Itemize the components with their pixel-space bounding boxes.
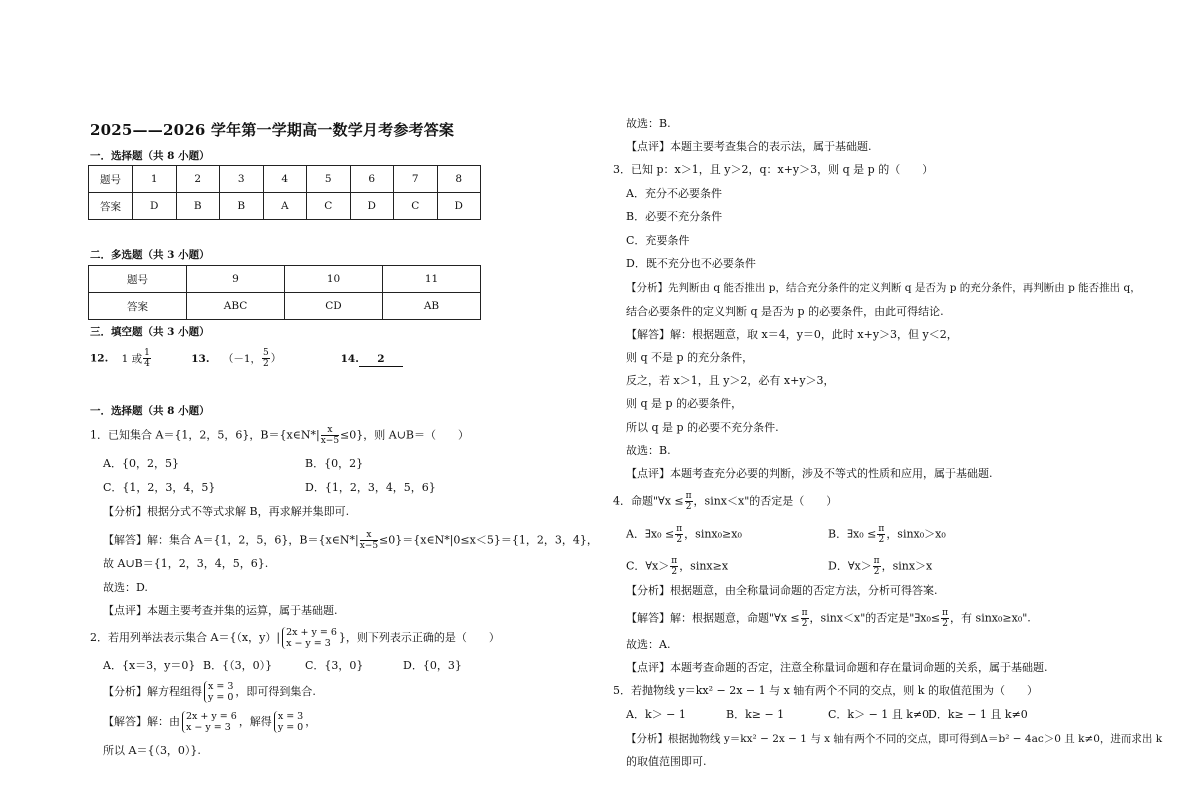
pi-over-2 — [675, 524, 683, 545]
pi-over-2 — [685, 491, 693, 512]
q14-answer: 2 — [359, 352, 403, 367]
denominator: 2 — [942, 619, 948, 629]
table-cell: 7 — [394, 166, 438, 193]
choice-answer-table — [88, 165, 481, 220]
q2-option-a: A．{x＝3，y＝0} — [103, 659, 196, 672]
q1-option-b: B．{0，2} — [305, 457, 364, 470]
q1-comment: 【点评】本题主要考查并集的运算，属于基础题. — [103, 604, 338, 617]
denominator: x−5 — [359, 541, 379, 551]
page-title: 2025——2026 学年第一学期高一数学月考参考答案 — [90, 121, 455, 139]
q3-solution: 【解答】解：根据题意，取 x＝4，y＝0，此时 x+y＞3，但 y＜2， — [626, 328, 958, 341]
equation: y = 0 — [208, 692, 234, 703]
section-heading-fill: 三．填空题（共 3 小题） — [90, 326, 210, 338]
q2-analysis-text-end: ，即可得到集合. — [235, 685, 316, 698]
equation: y = 0 — [277, 722, 304, 733]
q1-solution-fraction — [360, 530, 378, 551]
table-cell: AB — [383, 293, 481, 320]
equation: x = 3 — [208, 681, 234, 692]
q3-analysis-line2: 结合必要条件的定义判断 q 是否为 p 的必要条件，由此可得结论. — [626, 305, 944, 318]
numerator: x — [360, 530, 378, 541]
q4-stem-text: 4．命题"∀x ≤ — [613, 494, 684, 508]
option-text-end: ，sinx≥x — [679, 559, 729, 573]
q5-option-d: D．k≥ − 1 且 k≠0 — [928, 708, 1028, 721]
q12-answer-prefix: 1 或 — [121, 352, 143, 365]
q12-denominator: 4 — [144, 359, 150, 369]
q4-analysis: 【分析】根据题意，由全称量词命题的否定方法，分析可得答案. — [626, 584, 938, 597]
q3-solution-line3: 反之，若 x＞1，且 y＞2，必有 x+y＞3， — [626, 374, 835, 387]
q2-analysis-system — [204, 681, 233, 703]
pi-over-2 — [873, 556, 881, 577]
q13-numerator: 5 — [263, 348, 269, 358]
table-cell: B — [176, 193, 220, 220]
numerator: π — [873, 556, 880, 566]
denominator: 2 — [801, 619, 808, 629]
equation: 2x + y = 6 — [186, 711, 237, 722]
q1-stem-text: 1．已知集合 A＝{1，2，5，6}，B＝{x∈N*| — [90, 428, 320, 442]
q2-comment: 【点评】本题主要考查集合的表示法，属于基础题. — [626, 140, 872, 153]
denominator: 2 — [873, 567, 880, 577]
q2-solution — [103, 711, 316, 733]
pi-over-2 — [877, 524, 885, 545]
q1-solution — [103, 530, 598, 551]
table-cell: ABC — [187, 293, 285, 320]
section-heading-choice: 一．选择题（共 8 小题） — [90, 150, 210, 162]
table-cell: 9 — [187, 266, 285, 293]
q5-option-b: B．k≥ − 1 — [726, 708, 785, 721]
q3-option-d: D．既不充分也不必要条件 — [626, 257, 756, 270]
option-text-end: ，sinx₀＞x₀ — [886, 527, 946, 541]
q5-analysis-line2: 的取值范围即可. — [626, 755, 707, 768]
numerator: x — [321, 425, 339, 436]
table-cell: 题号 — [89, 166, 133, 193]
equation: x − y = 3 — [286, 638, 331, 649]
q2-conclusion: 所以 A＝{（3，0）}. — [103, 744, 201, 757]
equation: x = 3 — [277, 711, 304, 722]
q4-option-d — [828, 556, 932, 577]
table-cell: 题号 — [89, 266, 187, 293]
q1-stem-fraction — [321, 425, 339, 446]
q2-solution-result — [274, 711, 303, 733]
q2-option-b: B．{（3，0）} — [203, 659, 273, 672]
table-cell: CD — [285, 293, 383, 320]
q2-analysis — [103, 681, 316, 703]
q13-answer-suffix: ） — [270, 352, 282, 365]
q1-choice: 故选：D. — [103, 581, 148, 594]
equation: x − y = 3 — [186, 722, 231, 733]
numerator: π — [671, 556, 678, 566]
pi-over-2 — [801, 608, 809, 629]
denominator: 2 — [676, 535, 683, 545]
q1-solution-text-end: ≤0}＝{x∈N*|0≤x＜5}＝{1，2，3，4}， — [379, 533, 598, 547]
table-cell: 1 — [133, 166, 177, 193]
table-cell: B — [220, 193, 264, 220]
table-cell: 10 — [285, 266, 383, 293]
q1-option-d: D．{1，2，3，4，5，6} — [305, 481, 436, 494]
q3-solution-line5: 所以 q 是 p 的必要不充分条件. — [626, 421, 779, 434]
q5-option-a: A．k＞ − 1 — [626, 708, 686, 721]
multi-answer-table — [88, 265, 481, 320]
q3-comment: 【点评】本题考查充分必要的判断，涉及不等式的性质和应用，属于基础题. — [626, 467, 993, 480]
q3-option-c: C．充要条件 — [626, 234, 690, 247]
q4-option-a — [626, 524, 742, 545]
detail-section-heading: 一．选择题（共 8 小题） — [90, 405, 210, 417]
table-cell: 答案 — [89, 193, 133, 220]
q4-option-b — [828, 524, 946, 545]
q1-solution-line2: 故 A∪B＝{1，2，3，4，5，6}. — [103, 557, 269, 570]
q3-analysis: 【分析】先判断由 q 能否推出 p，结合充分条件的定义判断 q 是否为 p 的充分条件，再判断由 p 能否推出 q， — [626, 282, 1141, 294]
q1-option-a: A．{0，2，5} — [103, 457, 179, 470]
q13-answer-prefix: （－1， — [222, 352, 262, 365]
q2-solution-text-end: ， — [305, 715, 317, 728]
q2-equation-system — [282, 627, 337, 649]
pi-over-2 — [941, 608, 949, 629]
option-text-end: ，sinx₀≥x₀ — [684, 527, 742, 541]
q3-choice: 故选：B. — [626, 444, 671, 457]
table-cell: 11 — [383, 266, 481, 293]
q3-stem: 3．已知 p：x＞1，且 y＞2，q：x+y＞3，则 q 是 p 的（ ） — [613, 163, 934, 176]
q2-choice: 故选：B. — [626, 117, 671, 130]
table-cell: C — [394, 193, 438, 220]
q3-solution-line4: 则 q 是 p 的必要条件， — [626, 397, 743, 410]
q1-stem-text-end: ≤0}，则 A∪B＝（ ） — [340, 428, 470, 442]
q2-stem-text: 2．若用列举法表示集合 A＝{（x，y）| — [90, 631, 281, 644]
q14-number: 14. — [340, 352, 359, 365]
table-cell: D — [437, 193, 481, 220]
numerator: π — [878, 524, 885, 534]
table-cell: 答案 — [89, 293, 187, 320]
q12-numerator: 1 — [144, 348, 150, 358]
q4-solution-text-end: ，有 sinx₀≥x₀". — [950, 611, 1031, 625]
option-text: D．∀x＞ — [828, 559, 872, 573]
numerator: π — [685, 491, 692, 501]
table-cell: 2 — [176, 166, 220, 193]
q5-option-c: C．k＞ − 1 且 k≠0 — [828, 708, 930, 721]
q4-stem — [613, 491, 837, 512]
q2-solution-system — [182, 711, 237, 733]
q12-fraction — [143, 348, 151, 369]
q4-choice: 故选：A. — [626, 638, 671, 651]
q4-solution — [626, 608, 1031, 629]
table-cell: 4 — [263, 166, 307, 193]
table-cell: A — [263, 193, 307, 220]
fill-answers — [90, 348, 403, 369]
equation: 2x + y = 6 — [286, 627, 337, 638]
q13-number: 13. — [191, 352, 210, 365]
q2-option-c: C．{3，0} — [305, 659, 364, 672]
numerator: π — [801, 608, 808, 618]
q12-number: 12. — [90, 352, 109, 365]
numerator: π — [676, 524, 683, 534]
q1-analysis: 【分析】根据分式不等式求解 B，再求解并集即可. — [103, 505, 350, 518]
table-cell: D — [350, 193, 394, 220]
q3-solution-line2: 则 q 不是 p 的充分条件， — [626, 351, 754, 364]
q1-stem — [90, 425, 469, 446]
denominator: x−5 — [320, 436, 340, 446]
table-cell: 8 — [437, 166, 481, 193]
q3-option-b: B．必要不充分条件 — [626, 210, 723, 223]
denominator: 2 — [685, 502, 692, 512]
q13-fraction — [262, 348, 270, 369]
table-cell: D — [133, 193, 177, 220]
q2-stem — [90, 627, 500, 649]
table-cell: 3 — [220, 166, 264, 193]
pi-over-2 — [670, 556, 678, 577]
q4-solution-text: 【解答】解：根据题意，命题"∀x ≤ — [626, 611, 800, 625]
option-text-end: ，sinx＞x — [881, 559, 933, 573]
denominator: 2 — [878, 535, 885, 545]
q2-solution-text-mid: ，解得 — [238, 715, 272, 728]
q4-comment: 【点评】本题考查命题的否定，注意全称量词命题和存在量词命题的关系，属于基础题. — [626, 661, 1048, 674]
q1-solution-text: 【解答】解：集合 A＝{1，2，5，6}，B＝{x∈N*| — [103, 533, 359, 547]
q5-stem: 5．若抛物线 y＝kx² − 2x − 1 与 x 轴有两个不同的交点，则 k 的取值范围为（ ） — [613, 684, 1038, 697]
q2-solution-text: 【解答】解：由 — [103, 715, 180, 728]
q4-stem-text-end: ，sinx＜x"的否定是（ ） — [693, 494, 838, 508]
q1-option-c: C．{1，2，3，4，5} — [103, 481, 216, 494]
q4-option-c — [626, 556, 728, 577]
numerator: π — [942, 608, 949, 618]
option-text: C．∀x＞ — [626, 559, 670, 573]
option-text: B．∃x₀ ≤ — [828, 527, 877, 541]
q5-analysis: 【分析】根据抛物线 y＝kx² − 2x − 1 与 x 轴有两个不同的交点，即可得到Δ＝b² − 4ac＞0 且 k≠0，进而求出 k — [626, 733, 1163, 745]
denominator: 2 — [671, 567, 678, 577]
section-heading-multi: 二．多选题（共 3 小题） — [90, 249, 210, 261]
table-cell: 6 — [350, 166, 394, 193]
q2-stem-text-end: }，则下列表示正确的是（ ） — [338, 631, 500, 644]
q13-denominator: 2 — [263, 359, 269, 369]
table-cell: C — [307, 193, 351, 220]
q2-analysis-text: 【分析】解方程组得 — [103, 685, 202, 698]
q2-option-d: D．{0，3} — [403, 659, 462, 672]
table-cell: 5 — [307, 166, 351, 193]
q3-option-a: A．充分不必要条件 — [626, 187, 722, 200]
q4-solution-text-mid: ，sinx＜x"的否定是"∃x₀≤ — [809, 611, 941, 625]
option-text: A．∃x₀ ≤ — [626, 527, 675, 541]
